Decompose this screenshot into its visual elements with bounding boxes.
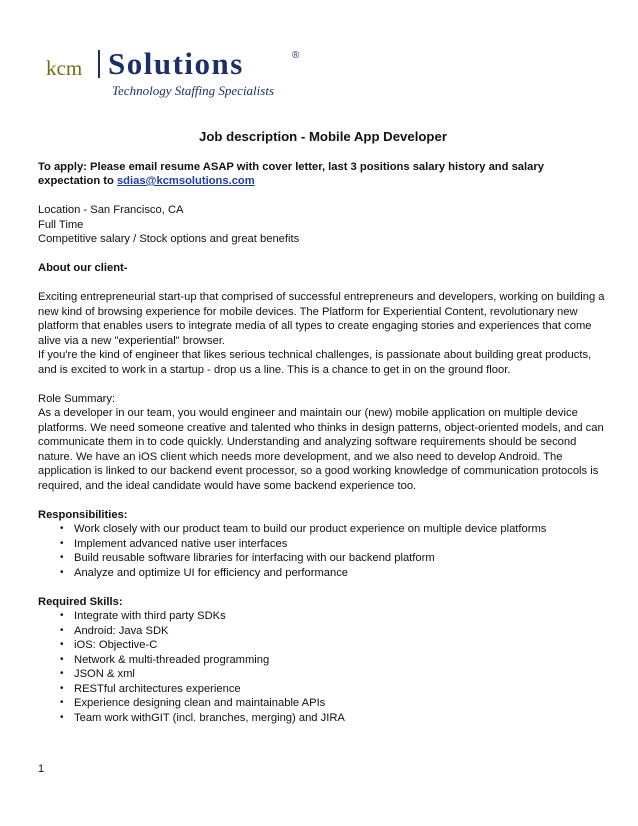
bullet-icon: • [60, 552, 64, 563]
apply-email-link[interactable]: sdias@kcmsolutions.com [116, 175, 255, 187]
apply-instructions [38, 160, 608, 189]
role-heading: Role Summary: [38, 392, 116, 405]
role-paragraph: As a developer in our team, you would engineer and maintain our (new) mobile application on multiple device platforms. We need someone creative and talented who thinks in design patterns, object-oriented models, and can communicate them in to code quickly. Understanding and analyzing software requirements should be second nature. We have an iOS client which needs more development, and we also need to develop Android. The application is linked to our backend event processor, so a good working knowledge of communication protocols is required, and the ideal candidate would have some backend experience too. [38, 407, 604, 492]
bullet-icon: • [60, 523, 64, 534]
detail-employment-type: Full Time [38, 218, 84, 231]
bullet-icon: • [60, 537, 64, 549]
logo-registered-mark: ® [292, 50, 300, 61]
list-item: • JSON & xml [60, 668, 135, 680]
list-item: • Network & multi-threaded programming [60, 653, 270, 666]
about-heading: About our client- [38, 262, 128, 274]
about-paragraph-1: Exciting entrepreneurial start-up that comprised of successful entrepreneurs and developers, working on building a new kind of browsing experience for mobile devices. The Platform for Experiential Content, revolutionary new platform that enables users to integrate media of all types to create engaging stories and experiences that come alive via a new "experiential" browser. [38, 291, 605, 347]
bullet-icon: • [60, 610, 64, 621]
apply-text: To apply: Please email resume ASAP with cover letter, last 3 positions salary history and salary expectation to [38, 160, 544, 187]
detail-compensation: Competitive salary / Stock options and great benefits [38, 233, 300, 245]
responsibilities-heading: Responsibilities: [38, 508, 128, 521]
list-item: • Experience designing clean and maintainable APIs [60, 697, 326, 709]
responsibilities-list [38, 522, 608, 580]
list-item: • Build reusable software libraries for interfacing with our backend platform [60, 552, 435, 564]
list-item: • Android: Java SDK [60, 624, 169, 637]
list-item: • RESTful architectures experience [60, 682, 241, 695]
bullet-icon: • [60, 653, 64, 665]
bullet-icon: • [60, 566, 64, 578]
logo-divider [98, 50, 100, 78]
list-item: • Work closely with our product team to build our product experience on multiple device platforms [60, 523, 547, 535]
logo-solutions-text: Solutions [108, 46, 244, 81]
logo-kcm-text: kcm [46, 56, 83, 80]
company-logo [46, 46, 316, 102]
bullet-icon: • [60, 682, 64, 694]
logo-tagline: Technology Staffing Specialists [112, 83, 275, 98]
skills-heading: Required Skills: [38, 595, 123, 608]
list-item: • iOS: Objective-C [60, 639, 158, 651]
list-item: • Team work withGIT (incl. branches, merging) and JIRA [60, 711, 345, 724]
document-body [38, 130, 608, 725]
page-title: Job description - Mobile App Developer [199, 129, 447, 144]
skills-list [38, 609, 608, 725]
page-number: 1 [38, 763, 45, 775]
list-item: • Integrate with third party SDKs [60, 610, 226, 622]
bullet-icon: • [60, 639, 64, 650]
about-paragraph-2: If you're the kind of engineer that likes serious technical challenges, is passionate about building great products, and is excited to work in a startup - drop us a line. This is a chance to get in on the ground floor. [38, 349, 592, 376]
bullet-icon: • [60, 624, 64, 636]
bullet-icon: • [60, 668, 64, 679]
bullet-icon: • [60, 697, 64, 708]
bullet-icon: • [60, 711, 64, 723]
list-item: • Analyze and optimize UI for efficiency and performance [60, 566, 349, 579]
detail-location: Location - San Francisco, CA [38, 204, 184, 216]
list-item: • Implement advanced native user interfaces [60, 537, 288, 550]
